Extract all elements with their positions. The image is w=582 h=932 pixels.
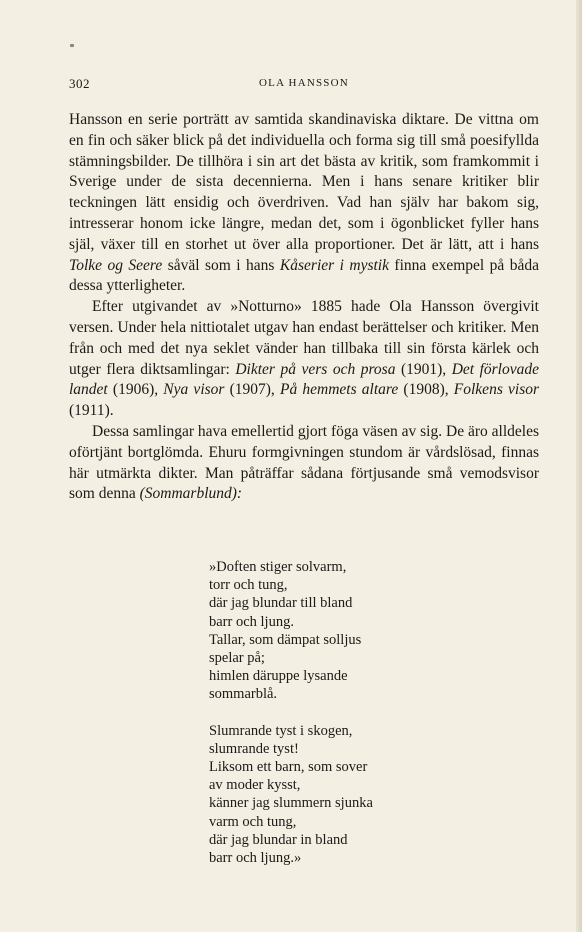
- poem-sommarblund: [209, 558, 509, 885]
- paragraph-1: [69, 110, 539, 297]
- page-header: [69, 76, 539, 96]
- paragraph-2-text: (1906),: [107, 381, 164, 399]
- poem-line: barr och ljung.»: [209, 850, 302, 867]
- poem-line: »Doften stiger solvarm,: [209, 559, 347, 575]
- poem-line: sommarblå.: [209, 686, 278, 703]
- poem-line: av moder kysst,: [209, 777, 301, 794]
- poem-stanza-2: [209, 722, 509, 868]
- paragraph-1-text: finna exempel på båda dessa ytterligheter.: [69, 256, 540, 295]
- paragraph-1-text: Hansson en serie porträtt av samtida skandinaviska diktare. De vittna om en fin och säker blick på det individuella och forma sig till små poesifyllda stämningsbilder. De tillhöra i sin art det bästa av kritik, som framkommit i Sverige under de sista decennierna. Men i hans senare kritiker blir teckningen lätt ensidig och överdriven. Vad han själv har bakom sig, intresserar honom icke längre, medan det, som i ögonblicket fyller hans själ, växer till en storhet ut över alla proportioner. Det är lätt, att i hans: [69, 111, 539, 253]
- paragraph-1-text: såväl som i hans: [162, 256, 280, 274]
- poem-line: där jag blundar till bland: [209, 595, 353, 612]
- ink-smudge: [70, 44, 74, 47]
- paragraph-2: [69, 297, 539, 422]
- paragraph-2-text: (1911).: [69, 402, 114, 420]
- paragraph-2-text: (1908),: [398, 381, 454, 399]
- poem-line: Liksom ett barn, som sover: [209, 759, 368, 776]
- title-kaserier-i-mystik: Kåserier i mystik: [279, 256, 389, 274]
- paragraph-3-text: Dessa samlingar hava emellertid gjort föga väsen av sig. De äro alldeles oförtjänt bortglömda. Ehuru formgivningen stundom är vårdslösad, finnas här utmärkta dikter. Man påträffar sådana förtjusande små vemodsvisor som denna: [69, 422, 539, 503]
- poem-line: barr och ljung.: [209, 613, 294, 630]
- title-folkens-visor: Folkens visor: [453, 381, 540, 399]
- title-tolke-og-seere: Tolke og Seere: [69, 256, 163, 274]
- page-number: 302: [69, 76, 90, 91]
- poem-line: torr och tung,: [209, 577, 288, 594]
- poem-line: Slumrande tyst i skogen,: [209, 722, 353, 739]
- poem-line: känner jag slummern sjunka: [209, 795, 373, 812]
- body-text: [69, 110, 539, 505]
- paragraph-2-text: (1907),: [224, 381, 280, 399]
- page-edge: [576, 0, 582, 932]
- title-pa-hemmets-altare: På hemmets altare: [279, 381, 399, 399]
- title-det-forlovade-landet: Det förlovade landet: [69, 360, 539, 399]
- paragraph-2-text: Efter utgivandet av »Notturno» 1885 hade Ola Hansson övergivit versen. Under hela nittiotalet utgav han endast berättelser och kritiker. Men från och med det nya seklet vänder han tillbaka till sin första kärlek och utger flera diktsamlingar:: [69, 298, 539, 378]
- poem-line: spelar på;: [209, 650, 265, 667]
- running-head: OLA HANSSON: [259, 77, 349, 89]
- paragraph-3: [69, 422, 539, 505]
- poem-title-sommarblund: (Sommarblund):: [139, 485, 243, 503]
- poem-line: varm och tung,: [209, 813, 297, 830]
- paragraph-2-text: (1901),: [395, 360, 452, 378]
- poem-line: där jag blundar in bland: [209, 831, 348, 848]
- poem-line: himlen däruppe lysande: [209, 668, 348, 685]
- poem-line: Tallar, som dämpat solljus: [209, 631, 362, 648]
- poem-line: slumrande tyst!: [209, 740, 299, 757]
- title-dikter-pa-vers-och-prosa: Dikter på vers och prosa: [235, 360, 396, 378]
- title-nya-visor: Nya visor: [163, 381, 225, 399]
- poem-stanza-1: [209, 558, 509, 704]
